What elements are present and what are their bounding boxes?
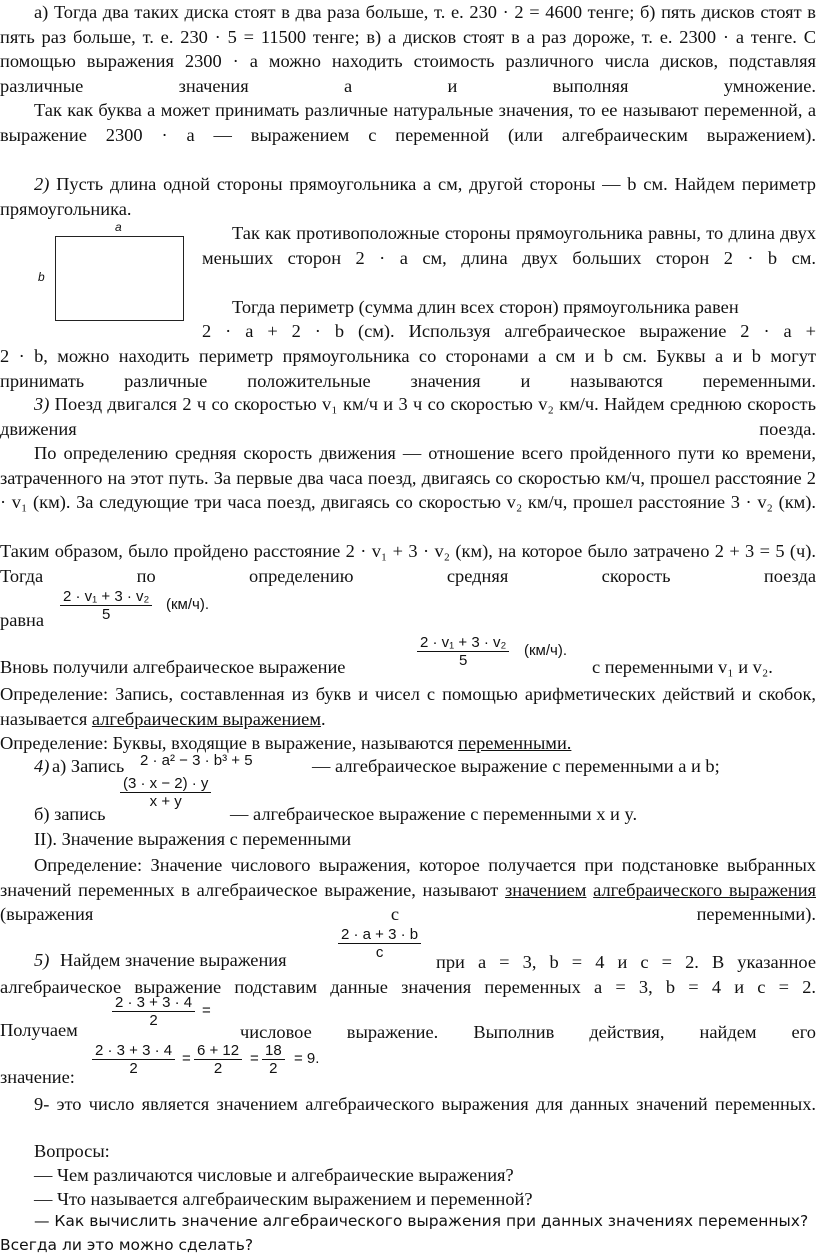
equals-sign: =: [182, 1050, 191, 1067]
fraction-unit: (км/ч).: [166, 596, 210, 613]
paragraph-average-speed: По определению средняя скорость движения — отношение всего пройденного пути ко времени, затраченного на этот путь. За первые два часа поезд, двигаясь со скоростью км/ч, прошел расстояние 2 · v₁ (км). За следующие три часа поезд, двигаясь со скоростью v₂ км/ч, прошел расстояние 3 · v₂ (км).: [0, 443, 816, 512]
paragraph-sides: Так как противоположные стороны прямоугольника равны, то длина двух меньших сторон 2 · a см, длина двух больших сторон 2 · b см.: [202, 223, 816, 268]
definition-variables-text: Определение: Буквы, входящие в выражение, называются: [0, 733, 454, 753]
label-side-a: a: [115, 220, 122, 234]
question-1: — Чем различаются числовые и алгебраические выражения?: [34, 1165, 514, 1185]
fraction-numerator: 2 · v₁ + 3 · v₂: [417, 634, 509, 652]
fraction-numerator: 2 · v₁ + 3 · v₂: [60, 588, 152, 606]
fraction-denominator: c: [375, 944, 384, 961]
result-text: числовое выражение. Выполнив действия, найдем его: [240, 1022, 816, 1042]
fraction-denominator: 2: [149, 1012, 158, 1029]
fraction-numerator: 2 · 3 + 3 · 4: [112, 994, 195, 1012]
fraction-numerator: 2 · a + 3 · b: [338, 926, 421, 944]
item-number: 4): [34, 756, 50, 776]
label-side-b: b: [38, 270, 45, 284]
fraction-denominator: 2: [129, 1060, 138, 1077]
question-2: — Что называется алгебраическим выражением и переменной?: [34, 1189, 533, 1209]
item-number: 2): [34, 174, 50, 194]
term-algebraic: алгебраического выражения: [593, 879, 816, 900]
example-5-text: при a = 3, b = 4 и c = 2. В указанное алгебраическое выражение подставим данные значения переменных a = 3, b = 4 и c = 2.: [0, 952, 816, 997]
fraction-speed-1: [60, 588, 152, 623]
term-variables: переменными.: [458, 733, 572, 753]
fraction-speed-2: [417, 634, 509, 669]
fraction-calc-3: [262, 1042, 285, 1077]
fraction-calc-2: [194, 1042, 242, 1077]
paragraph-train-text: Поезд двигался 2 ч со скоростью v₁ км/ч и 3 ч со скоростью v₂ км/ч. Найдем среднюю скорость движения поезда.: [0, 394, 816, 439]
paragraph-disks: а) Тогда два таких диска стоят в два раза больше, т. е. 230 · 2 = 4600 тенге; б) пять дисков стоят в пять раз больше, т. е. 230 · 5 = 11500 тенге; в) a дисков стоят в a раз дороже, т. е. 2300 · a тенге. С помощью выражения 2300 · a можно находить стоимость различного числа дисков, подставляя различные значения а и выполняя умножение.: [0, 2, 816, 96]
fraction-numerator: 18: [262, 1042, 285, 1060]
fraction-denominator: 2: [269, 1060, 278, 1077]
example-a-end: — алгебраическое выражение с переменными а и b;: [312, 756, 720, 776]
equals-sign: =: [202, 1002, 211, 1019]
fraction-numerator: 2 · 3 + 3 · 4: [92, 1042, 175, 1060]
paragraph-conclusion: 9- это число является значением алгебраического выражения для данных значений переменных.: [34, 1094, 816, 1114]
fraction-unit: (км/ч).: [524, 642, 568, 659]
example-5-start: Найдем значение выражения: [60, 950, 287, 970]
fraction-numerator: (3 · x − 2) · y: [120, 775, 211, 793]
definition-variables: [0, 731, 816, 756]
question-4: Всегда ли это можно сделать?: [0, 1236, 254, 1254]
paragraph-variable: Так как буква a может принимать различные натуральные значения, то ее называют переменной, а выражение 2300 · a — выражением с переменной (или алгебраическим выражением).: [0, 100, 816, 145]
example-b-start: б) запись: [34, 804, 106, 824]
definition-value-end: (выражения с переменными).: [0, 904, 816, 924]
rectangle-shape: [55, 236, 184, 321]
paragraph-perimeter-formula: 2 · a + 2 · b (см). Используя алгебраическое выражение 2 · a +: [202, 321, 816, 341]
definition-value-text: Определение: Значение числового выражения, которое получается при подстановке выбранных значений переменных в алгебраическое выражение, называют: [0, 855, 816, 900]
definition-value: [0, 853, 816, 927]
example-a-expression: 2 · a² − 3 · b³ + 5: [140, 752, 253, 769]
fraction-denominator: 2: [213, 1060, 223, 1077]
result-nine: = 9.: [294, 1050, 320, 1067]
definition-expression: [0, 682, 816, 731]
definition-expression-end: .: [320, 708, 326, 729]
equals-sign: =: [250, 1050, 259, 1067]
fraction-denominator: x + y: [149, 793, 182, 810]
definition-expression-text: Определение: Запись, составленная из букв и чисел с помощью арифметических действий и скобок, называется: [0, 684, 816, 729]
fraction-denominator: 5: [101, 606, 111, 623]
paragraph-rectangle-text: Пусть длина одной стороны прямоугольника a см, другой стороны — b см. Найдем периметр прямоугольника.: [0, 174, 816, 219]
fraction-numerator: 6 + 12: [194, 1042, 242, 1060]
item-number: 3): [34, 394, 50, 414]
fraction-numeric: [112, 994, 195, 1029]
paragraph-train: [0, 392, 816, 441]
result-start: Получаем: [0, 1020, 78, 1040]
fraction-example-b: [120, 775, 211, 810]
fraction-denominator: 5: [458, 652, 468, 669]
term-algebraic-expression: алгебраическим выражением: [91, 708, 321, 729]
paragraph-perimeter-intro: Тогда периметр (сумма длин всех сторон) прямоугольника равен: [232, 297, 739, 317]
item-number: 5): [34, 950, 50, 970]
example-a-start: а) Запись: [52, 756, 125, 776]
paragraph-distance: Таким образом, было пройдено расстояние 2 · v₁ + 3 · v₂ (км), на которое было затрачено 2 + 3 = 5 (ч). Тогда по определению средняя скорость поезда: [0, 541, 816, 586]
word-equals: равна: [0, 610, 45, 630]
paragraph-again-start: Вновь получили алгебраическое выражение: [0, 657, 346, 677]
section-heading: II). Значение выражения с переменными: [34, 829, 352, 849]
questions-title: Вопросы:: [34, 1141, 110, 1161]
example-b-end: — алгебраическое выражение с переменными x и y.: [230, 804, 638, 824]
term-value: значением: [505, 879, 587, 900]
paragraph-again-end: с переменными v₁ и v₂.: [592, 657, 773, 677]
result-value-label: значение:: [0, 1067, 75, 1087]
paragraph-perimeter-end: 2 · b, можно находить периметр прямоугольника со сторонами a см и b см. Буквы a и b могут принимать различные положительные значения и называются переменными.: [0, 346, 816, 391]
paragraph-rectangle: [0, 172, 816, 221]
question-3: — Как вычислить значение алгебраического выражения при данных значениях переменных?: [34, 1212, 809, 1230]
fraction-calc-1: [92, 1042, 175, 1077]
